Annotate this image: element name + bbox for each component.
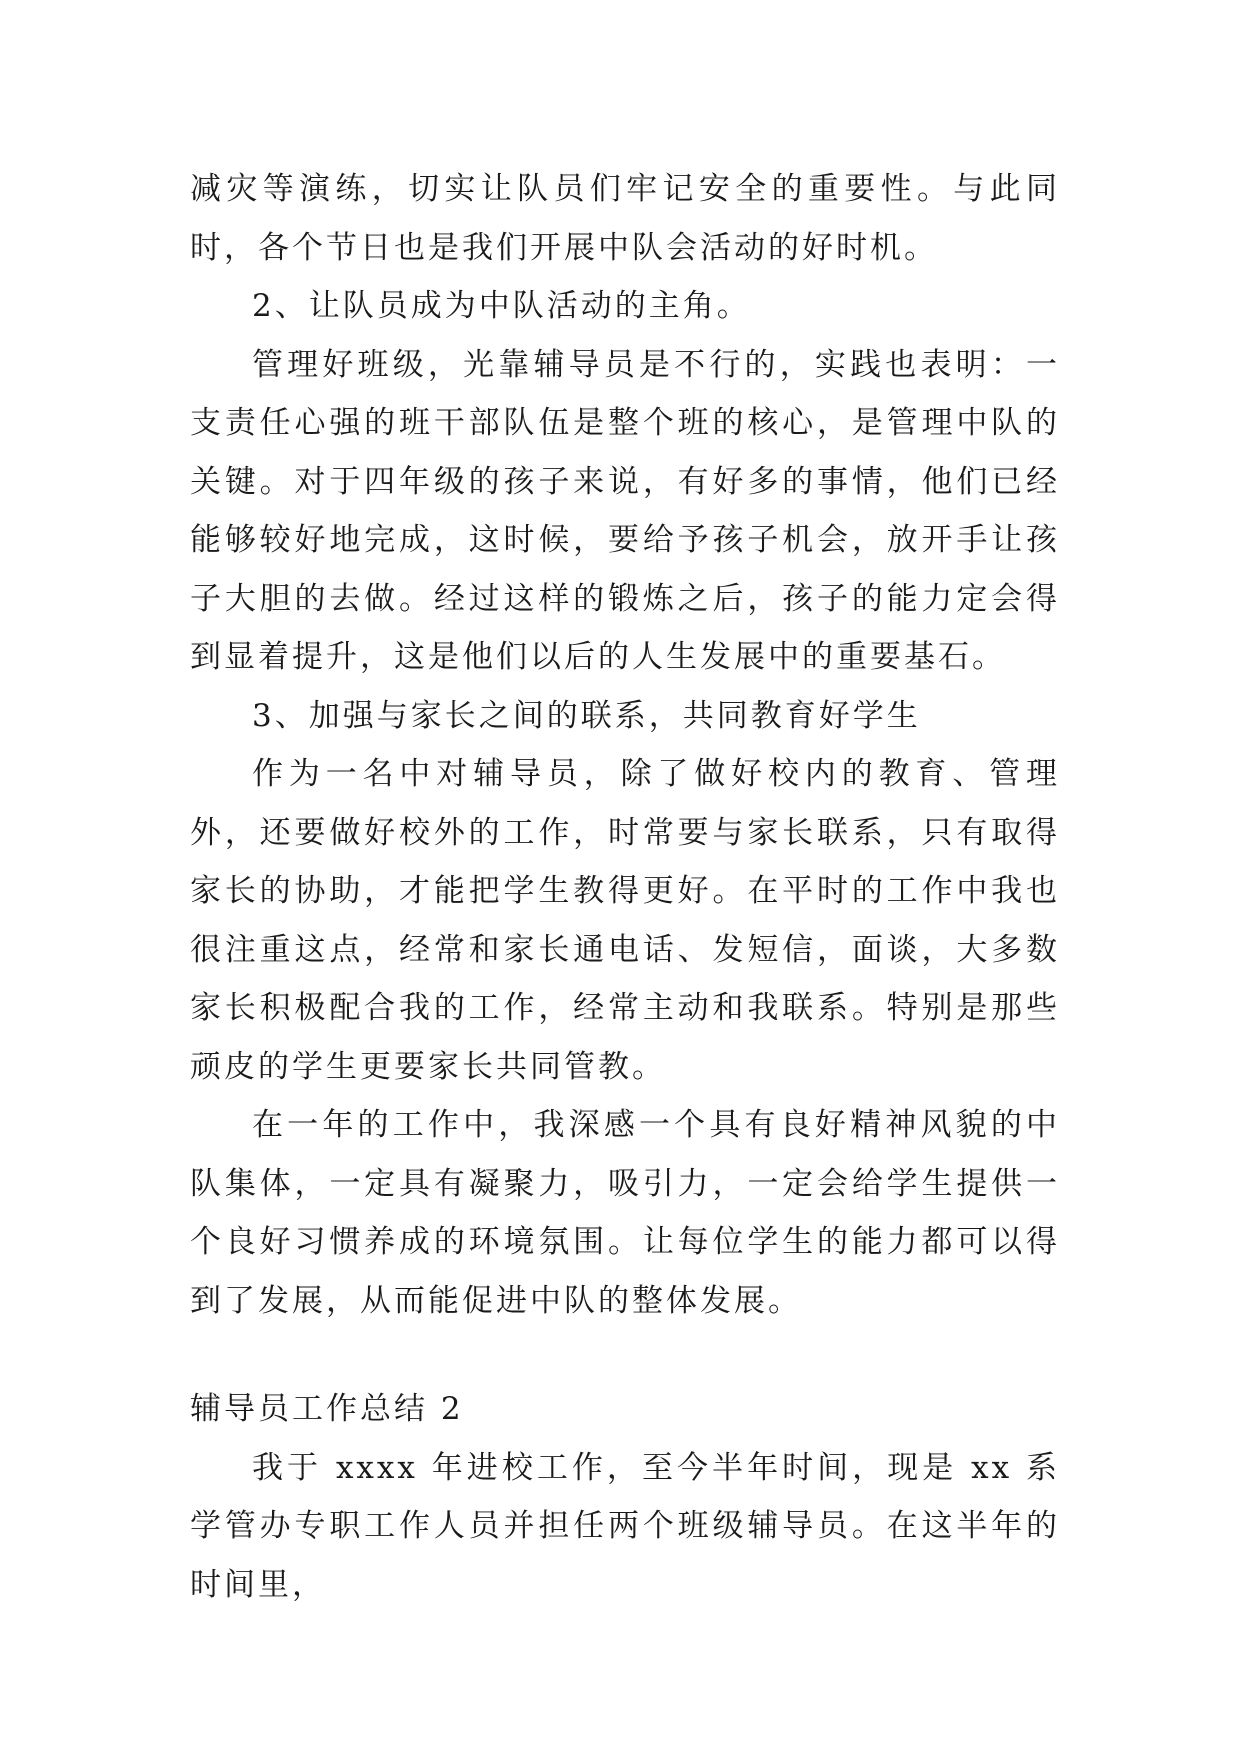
paragraph-4-heading: 3、加强与家长之间的联系，共同教育好学生 [252,697,921,734]
document-body [190,160,1060,1614]
paragraph-3: 管理好班级，光靠辅导员是不行的，实践也表明：一支责任心强的班干部队伍是整个班的核心，是管理中队的关键。对于四年级的孩子来说，有好多的事情，他们已经能够较好地完成，这时候，要给予孩子机会，放开手让孩子大胆的去做。经过这样的锻炼之后，孩子的能力定会得到显着提升，这是他们以后的人生发展中的重要基石。 [190,346,1060,675]
paragraph-6: 在一年的工作中，我深感一个具有良好精神风貌的中队集体，一定具有凝聚力，吸引力，一定会给学生提供一个良好习惯养成的环境氛围。让每位学生的能力都可以得到了发展，从而能促进中队的整体发展。 [190,1107,1060,1319]
paragraph-1: 减灾等演练，切实让队员们牢记安全的重要性。与此同时，各个节日也是我们开展中队会活动的好时机。 [190,171,1060,266]
section-paragraph-1: 我于 xxxx 年进校工作，至今半年时间，现是 xx 系学管办专职工作人员并担任两个班级辅导员。在这半年的时间里， [190,1449,1060,1603]
paragraph-5: 作为一名中对辅导员，除了做好校内的教育、管理外，还要做好校外的工作，时常要与家长联系，只有取得家长的协助，才能把学生教得更好。在平时的工作中我也很注重这点，经常和家长通电话、发短信，面谈，大多数家长积极配合我的工作，经常主动和我联系。特别是那些顽皮的学生更要家长共同管教。 [190,756,1060,1085]
section-title: 辅导员工作总结 2 [190,1391,464,1427]
paragraph-2-heading: 2、让队员成为中队活动的主角。 [252,288,751,324]
